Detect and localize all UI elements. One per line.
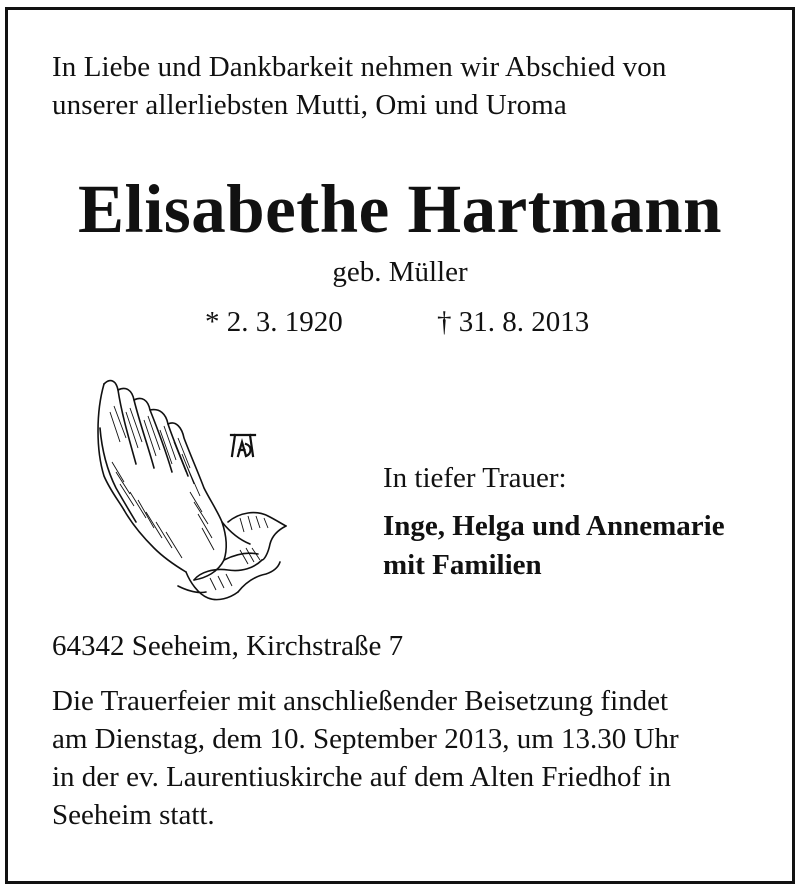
maiden-name: geb. Müller	[332, 256, 468, 288]
mourners-line-2: mit Familien	[383, 549, 542, 581]
ceremony-line-2: am Dienstag, dem 10. September 2013, um 13.30 Uhr	[52, 723, 679, 755]
ceremony-line-3: in der ev. Laurentiuskirche auf dem Alten Friedhof in	[52, 761, 672, 793]
intro-text	[52, 48, 752, 124]
praying-hands-icon	[90, 372, 290, 604]
deceased-name: Elisabethe Hartmann	[78, 171, 722, 247]
death-date: † 31. 8. 2013	[437, 306, 590, 338]
mourners	[383, 507, 783, 585]
intro-line-1: In Liebe und Dankbarkeit nehmen wir Abschied von	[52, 51, 667, 83]
address: 64342 Seeheim, Kirchstraße 7	[52, 630, 404, 662]
intro-line-2: unserer allerliebsten Mutti, Omi und Uroma	[52, 89, 567, 121]
ceremony-line-4: Seeheim statt.	[52, 799, 215, 831]
monogram-icon	[228, 432, 258, 458]
mourning-label: In tiefer Trauer:	[383, 462, 567, 494]
ceremony-line-1: Die Trauerfeier mit anschließender Beisetzung findet	[52, 685, 669, 717]
mourners-line-1: Inge, Helga und Annemarie	[383, 510, 725, 542]
birth-date: * 2. 3. 1920	[205, 306, 343, 338]
ceremony-notice	[52, 682, 772, 834]
